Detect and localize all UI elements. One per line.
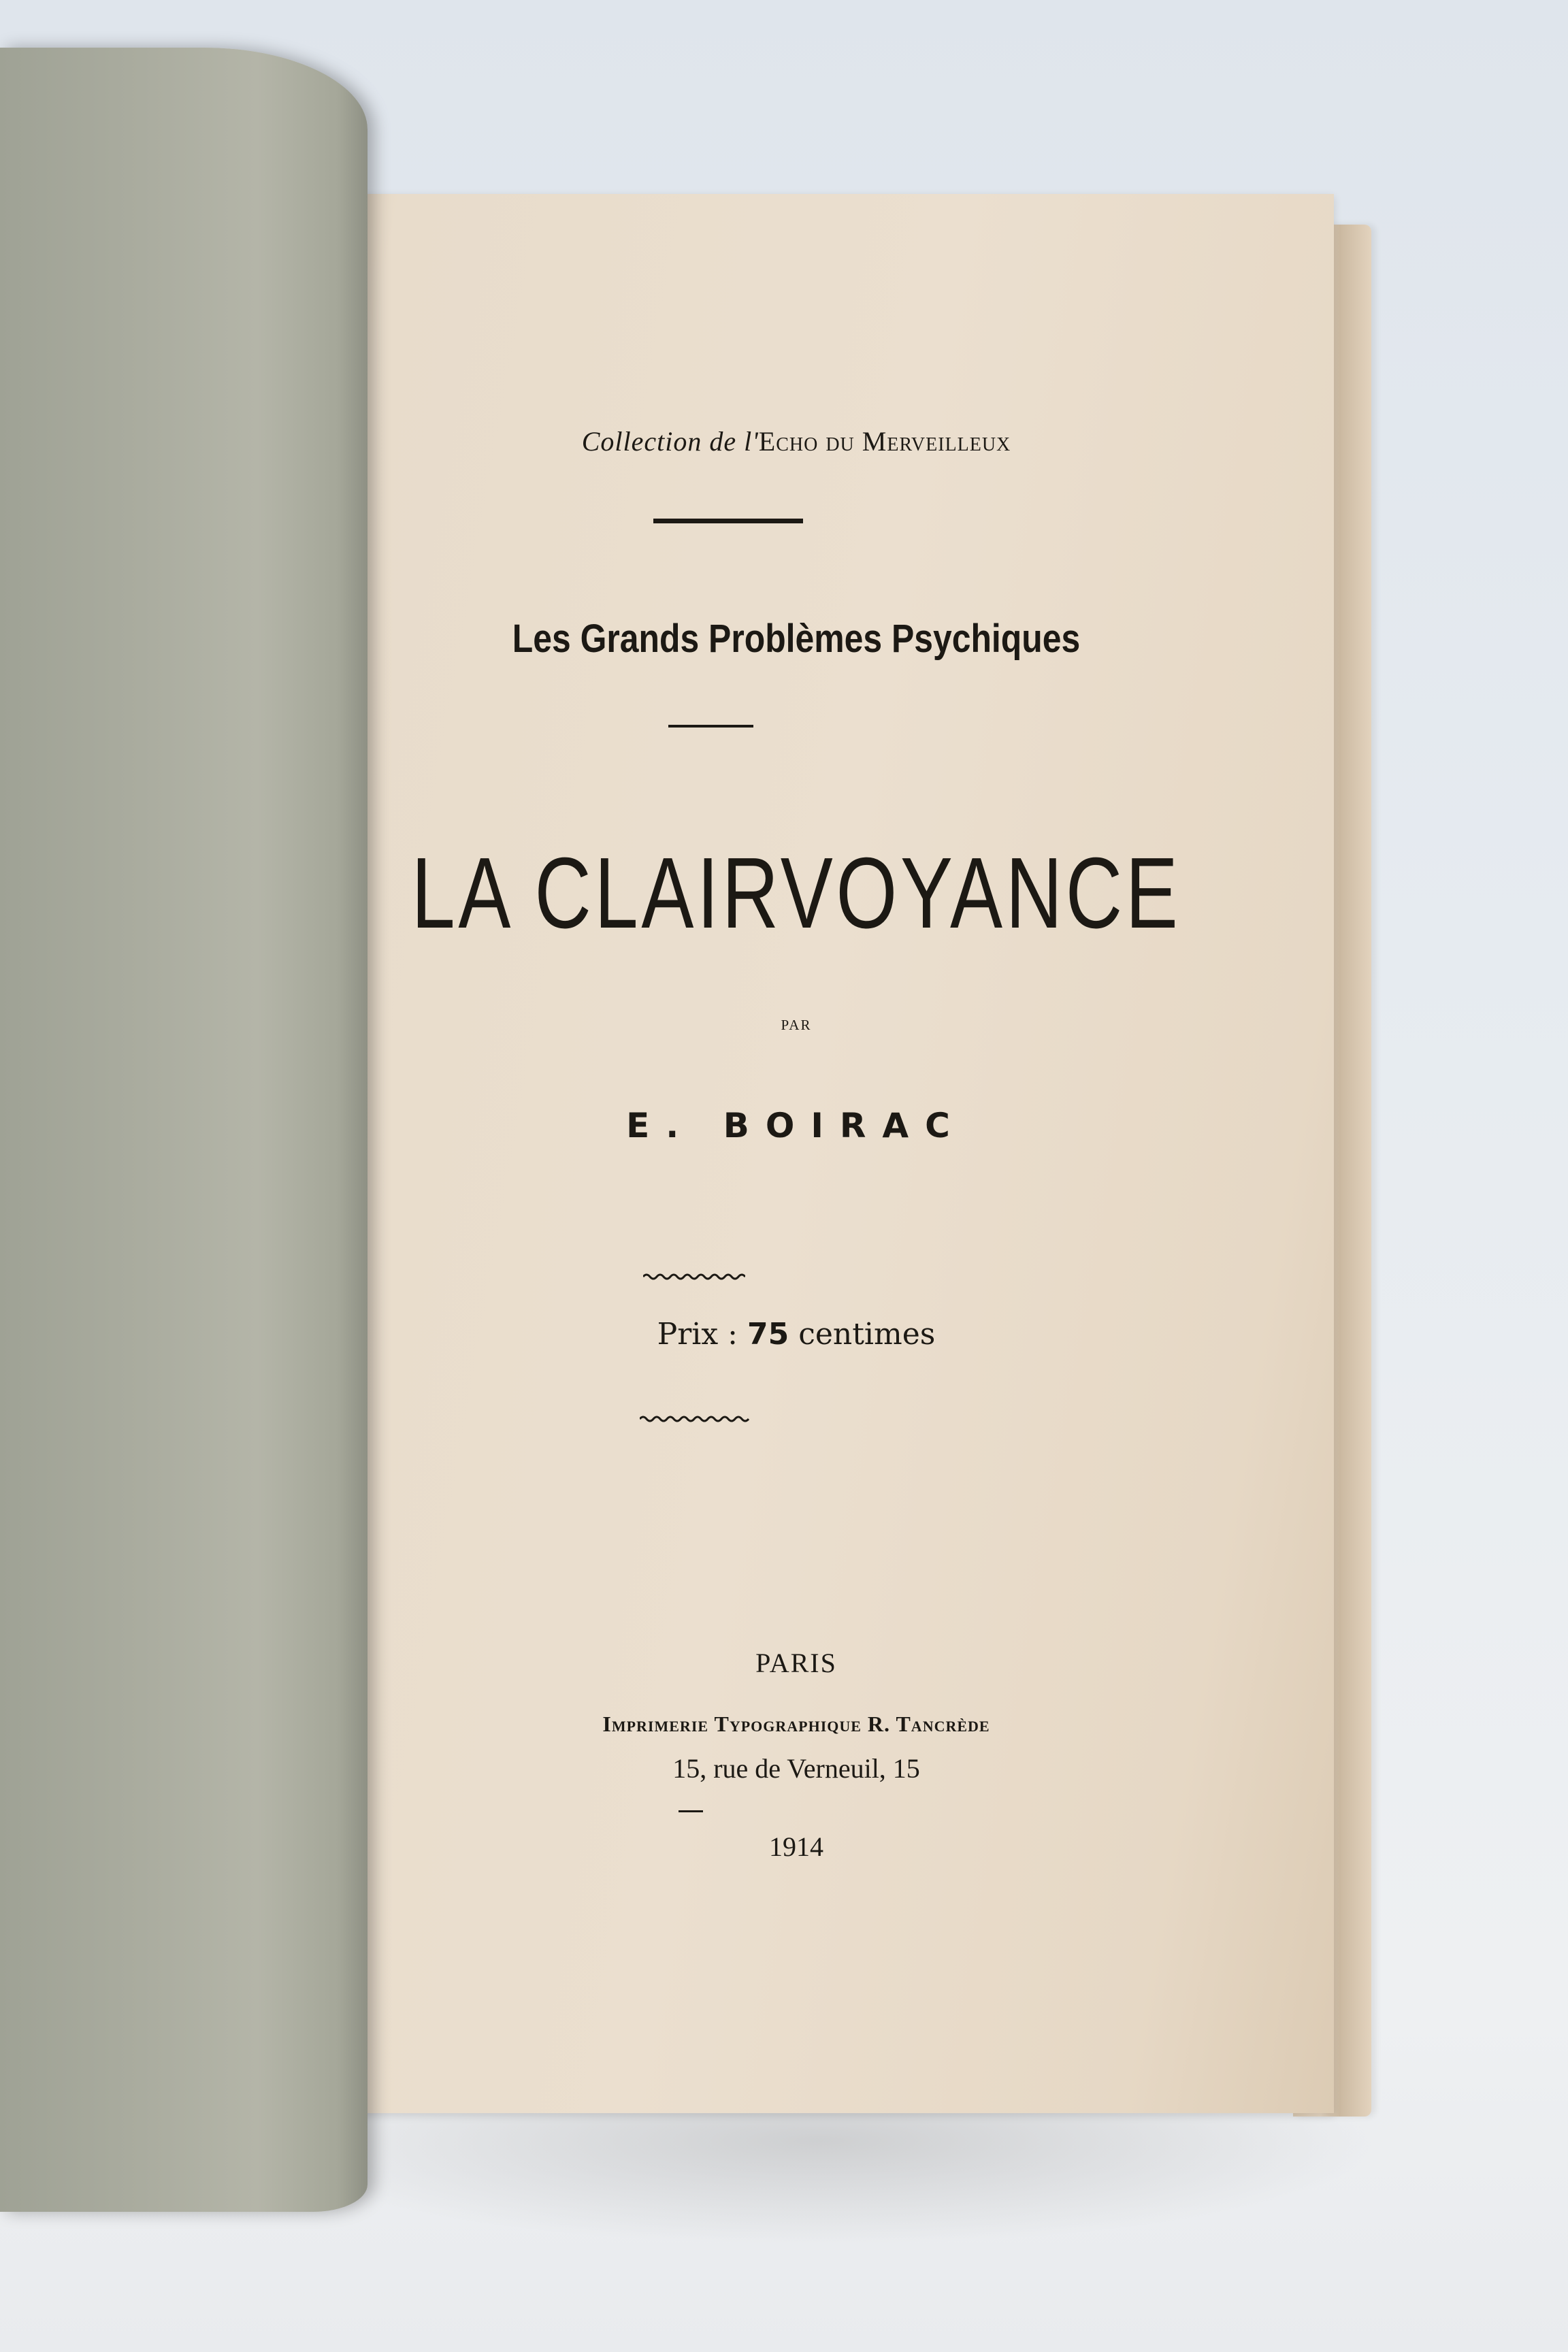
collection-name: Echo du Merveilleux <box>758 426 1011 457</box>
author-name: E. BOIRAC <box>626 1106 966 1145</box>
price-unit: centimes <box>798 1317 936 1352</box>
year: 1914 <box>769 1831 823 1862</box>
collection-line <box>259 425 1334 457</box>
ornament-wavy-2 <box>640 1414 750 1424</box>
table-shadow <box>259 2096 1382 2246</box>
divider-3 <box>679 1810 703 1812</box>
printer: Imprimerie Typographique R. Tancrède <box>602 1712 990 1736</box>
by-label: par <box>781 1012 812 1034</box>
price-value: 75 <box>747 1317 789 1352</box>
divider-1 <box>653 519 803 523</box>
address: 15, rue de Verneuil, 15 <box>672 1753 920 1784</box>
collection-prefix: Collection de l' <box>581 426 759 457</box>
book-title: LA CLAIRVOYANCE <box>411 837 1181 949</box>
series-title: Les Grands Problèmes Psychiques <box>512 617 1081 661</box>
divider-2 <box>668 725 753 728</box>
ornament-wavy-1 <box>643 1271 745 1282</box>
title-page <box>259 194 1334 2113</box>
price-label: Prix : <box>657 1317 738 1352</box>
city: PARIS <box>755 1648 837 1678</box>
price-line <box>259 1317 1334 1352</box>
